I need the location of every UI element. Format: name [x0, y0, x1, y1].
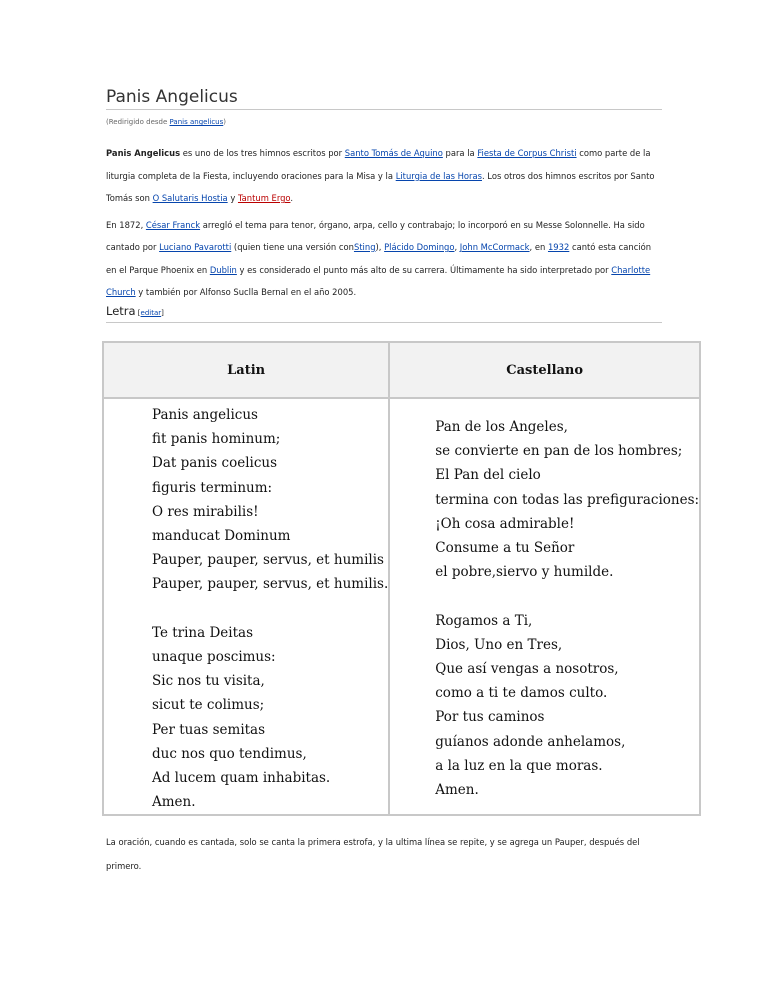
page-title: Panis Angelicus	[106, 86, 662, 110]
footer-paragraph: La oración, cuando es cantada, solo se canta la primera estrofa, y la ultima línea se repite, y se agrega un Pauper, después del primero.	[106, 837, 640, 872]
lyric-line: duc nos quo tendimus,	[152, 745, 307, 762]
lyric-line: Sic nos tu visita,	[152, 673, 265, 690]
lyric-line: el pobre,siervo y humilde.	[435, 564, 614, 581]
lyric-line: fit panis hominum;	[152, 431, 281, 448]
intro-paragraph	[106, 142, 662, 210]
text-run: es uno de los tres himnos escritos por	[180, 148, 345, 158]
lyrics-table	[102, 341, 701, 816]
latin-lyrics	[103, 398, 389, 815]
link-liturgia-horas[interactable]: Liturgia de las Horas	[395, 170, 482, 181]
lyric-line: como a ti te damos culto.	[435, 685, 608, 702]
lyric-line: sicut te colimus;	[152, 697, 265, 714]
lyric-line: El Pan del cielo	[435, 467, 541, 484]
lyric-line: figuris terminum:	[152, 479, 273, 496]
lyric-line: ¡Oh cosa admirable!	[435, 515, 575, 532]
lyric-line: Rogamos a Ti,	[435, 612, 533, 629]
text-run: , en	[529, 242, 548, 252]
text-run: ),	[375, 242, 385, 252]
lyric-line: Consume a tu Señor	[435, 540, 575, 557]
lyric-line: O res mirabilis!	[152, 503, 259, 520]
link-1932[interactable]: 1932	[547, 242, 570, 252]
redirect-note	[106, 117, 662, 127]
text-run: . Los otros dos himnos escritos por Santo Tomás son	[106, 170, 655, 203]
table-header-row	[103, 342, 700, 398]
header-castellano: Castellano	[389, 342, 700, 398]
link-charlotte-church[interactable]: Charlotte Church	[106, 264, 651, 297]
lyric-line: a la luz en la que moras.	[435, 757, 603, 774]
lyric-line: Por tus caminos	[435, 709, 545, 726]
lyric-line: guíanos adonde anhelamos,	[435, 733, 626, 750]
lyric-line: Que así vengas a nosotros,	[435, 661, 619, 678]
section-title: Letra	[106, 303, 136, 318]
lyric-line: Per tuas semitas	[152, 721, 266, 738]
lyric-line: Amen.	[435, 782, 479, 799]
header-latin: Latin	[103, 342, 389, 398]
table-row	[103, 398, 700, 815]
link-santo-tomas[interactable]: Santo Tomás de Aquino	[344, 148, 443, 158]
lyric-line: se convierte en pan de los hombres;	[435, 443, 683, 460]
lyric-line: manducat Dominum	[152, 528, 291, 545]
lyric-line: Amen.	[152, 794, 196, 811]
lyric-line: Panis angelicus	[152, 407, 258, 423]
redirect-suffix: )	[223, 118, 226, 126]
link-dublin[interactable]: Dublin	[209, 264, 237, 275]
history-paragraph	[106, 214, 662, 304]
edit-bracket-open: [	[135, 308, 141, 317]
link-cesar-franck[interactable]: César Franck	[145, 219, 201, 230]
redirect-link[interactable]: Panis angelicus	[169, 118, 224, 126]
section-heading-letra	[106, 304, 662, 323]
text-run: (quien tiene una versión con	[231, 242, 354, 252]
lyric-line: Pauper, pauper, servus, et humilis.	[152, 576, 389, 593]
lyric-line: Te trina Deitas	[152, 624, 253, 641]
edit-bracket-close: ]	[161, 308, 164, 317]
text-run: En 1872,	[106, 219, 146, 230]
link-placido-domingo[interactable]: Plácido Domingo	[384, 242, 455, 252]
link-tantum-ergo[interactable]: Tantum Ergo	[237, 193, 291, 203]
edit-link[interactable]: editar	[140, 308, 162, 317]
redirect-prefix: (Redirigido desde	[106, 118, 170, 126]
intro-bold-title: Panis Angelicus	[106, 148, 181, 158]
lyric-line: Dios, Uno en Tres,	[435, 636, 563, 653]
text-run: y también por Alfonso Suclla Bernal en el año 2005.	[135, 287, 357, 297]
text-run: para la	[442, 148, 478, 158]
lyric-line: Pan de los Angeles,	[435, 419, 568, 435]
text-run: cantó esta canción en el Parque Phoenix en	[106, 242, 652, 275]
link-pavarotti[interactable]: Luciano Pavarotti	[159, 242, 232, 252]
link-sting[interactable]: Sting	[353, 242, 376, 252]
text-run: arregló el tema para tenor, órgano, arpa, cello y contrabajo; lo incorporó en su Messe Solonnelle. Ha sido cantado por	[106, 219, 645, 252]
link-john-mccormack[interactable]: John McCormack	[459, 242, 530, 252]
stanza-break	[152, 597, 388, 621]
text-run: y es considerado el punto más alto de su carrera. Últimamente ha sido interpretado por	[236, 264, 612, 275]
lyric-line: Dat panis coelicus	[152, 455, 278, 472]
text-run: como parte de la liturgia completa de la Fiesta, incluyendo oraciones para la Misa y la	[106, 148, 651, 181]
link-o-salutaris[interactable]: O Salutaris Hostia	[152, 193, 228, 203]
lyric-line: Ad lucem quam inhabitas.	[152, 770, 331, 787]
link-corpus-christi[interactable]: Fiesta de Corpus Christi	[477, 148, 577, 158]
article	[106, 86, 662, 323]
lyric-line: unaque poscimus:	[152, 649, 276, 666]
stanza-break	[435, 584, 699, 608]
lyric-line: termina con todas las prefiguraciones:	[435, 491, 700, 508]
castellano-lyrics	[389, 398, 700, 815]
lyric-line: Pauper, pauper, servus, et humilis	[152, 552, 384, 569]
text-run: .	[290, 193, 294, 203]
text-run: y	[227, 193, 238, 203]
section-edit	[136, 309, 164, 317]
text-run: ,	[454, 242, 460, 252]
